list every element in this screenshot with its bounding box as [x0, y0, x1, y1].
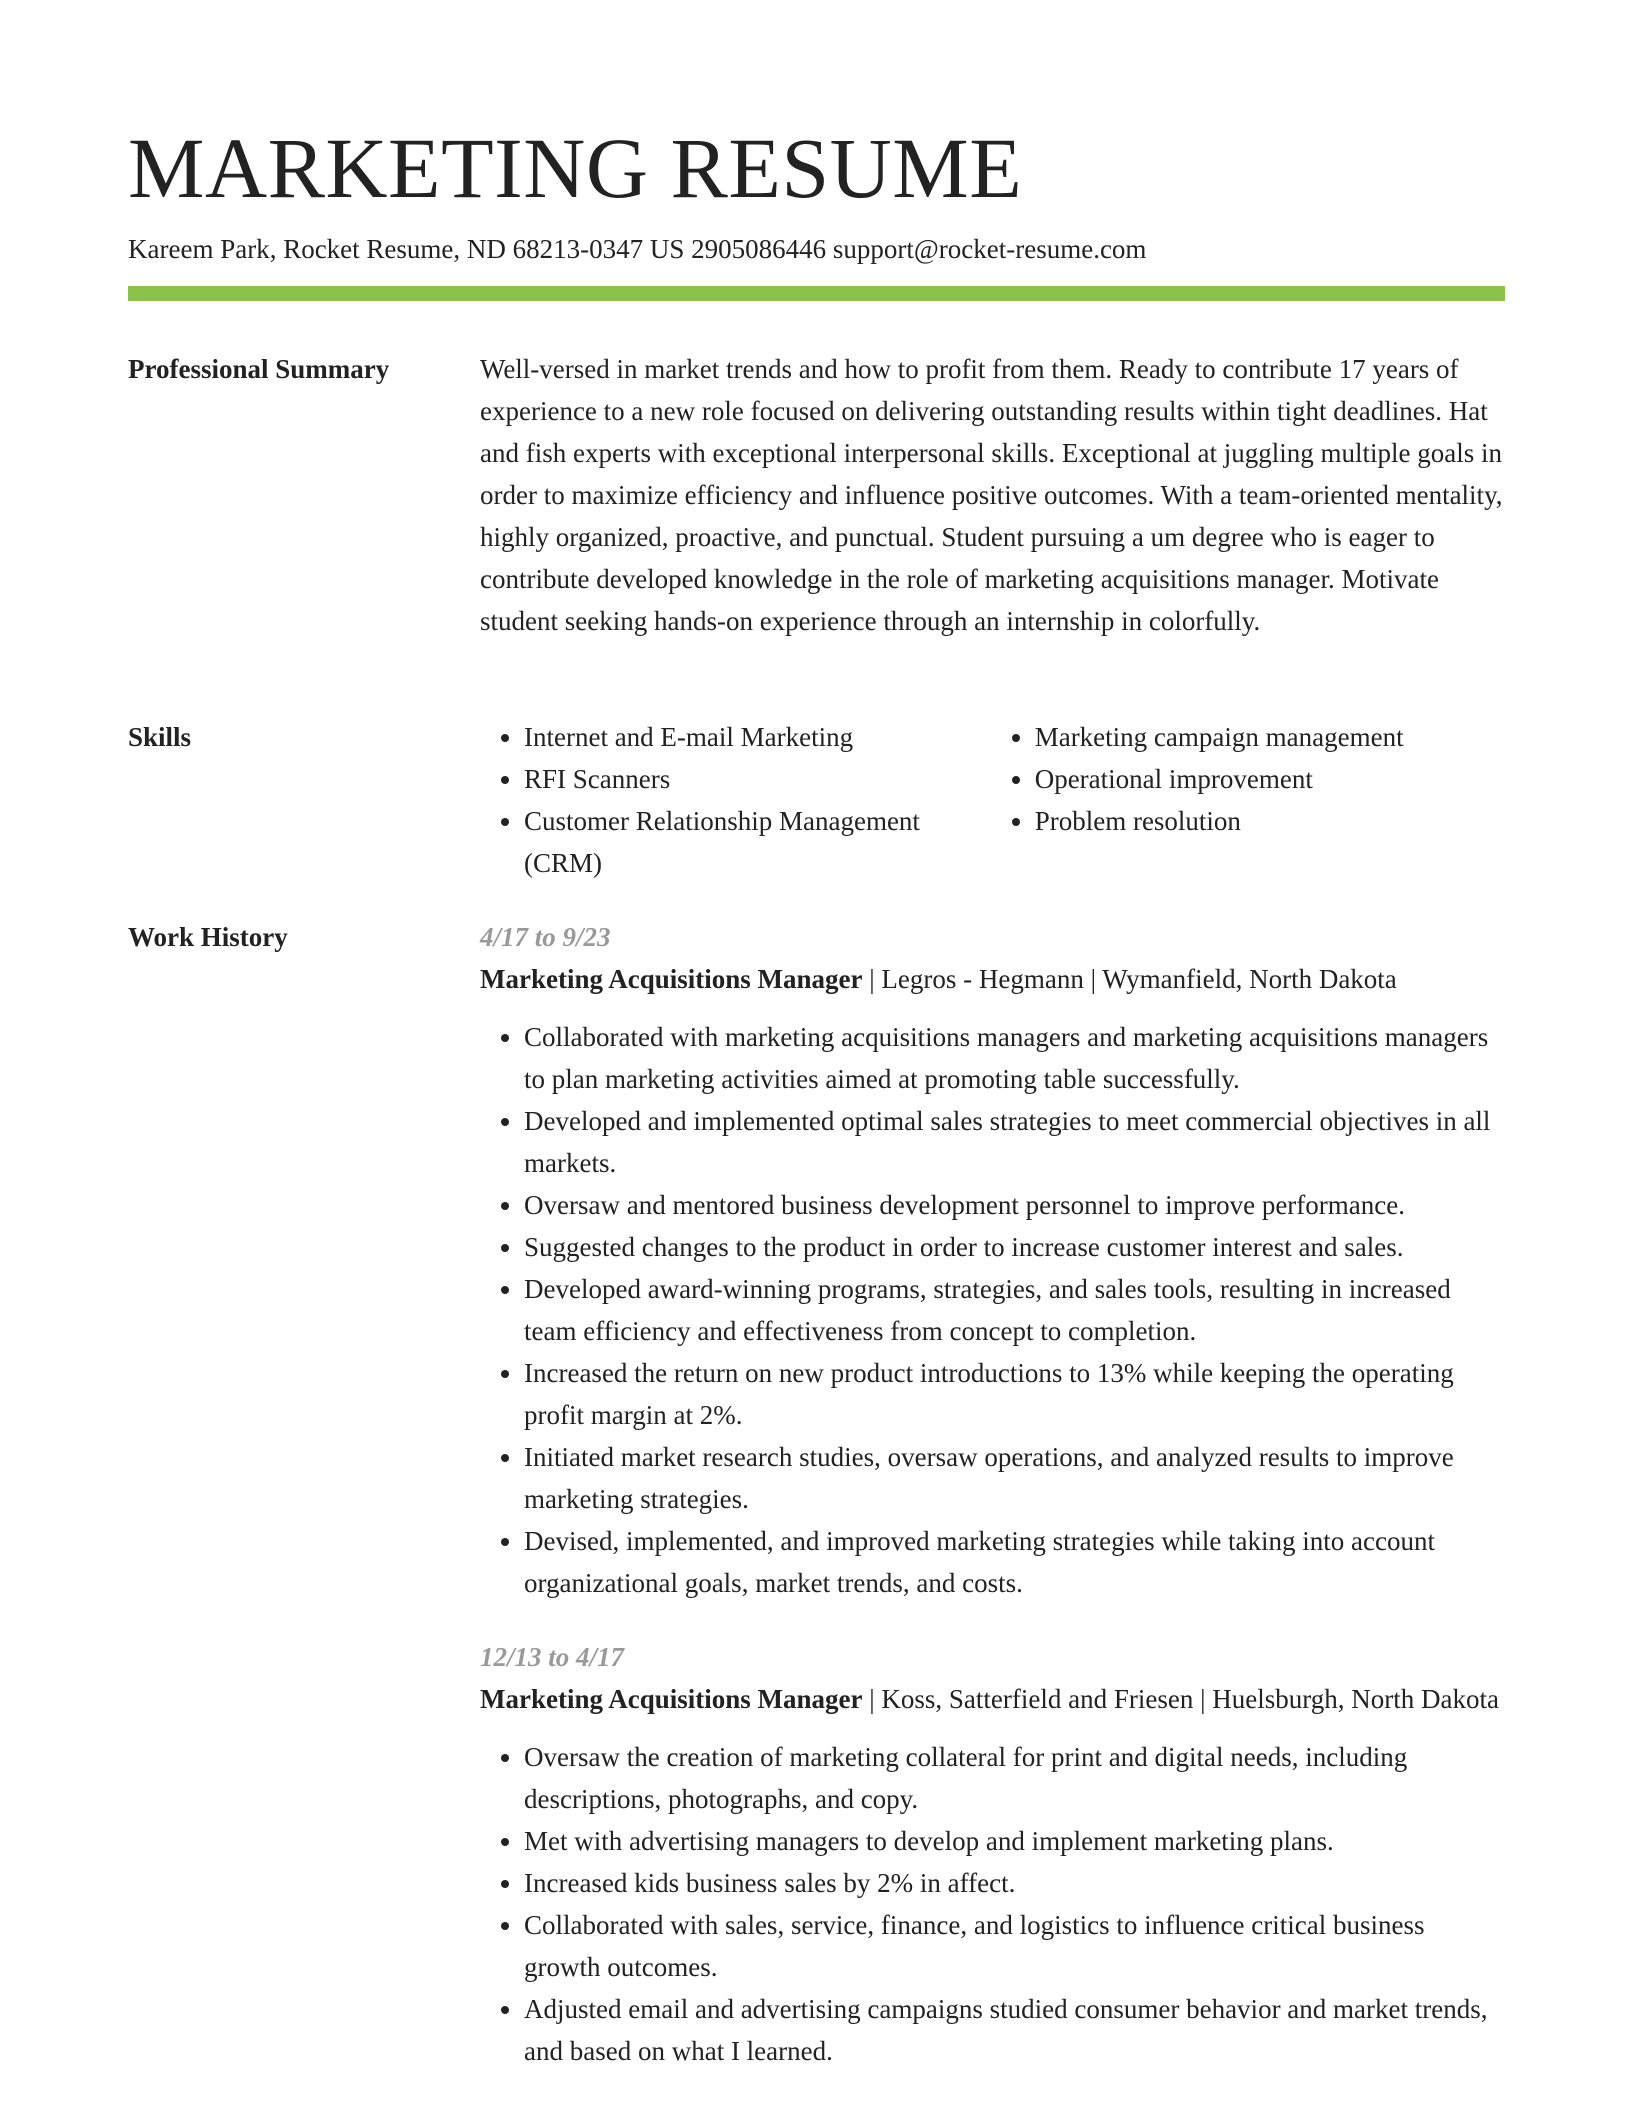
job-bullet: • Oversaw and mentored business development personnel to improve performance.	[524, 1184, 1505, 1226]
job-bullets	[480, 1016, 1505, 1604]
job-heading	[480, 958, 1505, 1000]
summary-heading: Professional Summary	[128, 354, 390, 384]
job-dates: 12/13 to 4/17	[480, 1642, 625, 1672]
summary-text: Well-versed in market trends and how to profit from them. Ready to contribute 17 years of experience to a new role focused on delivering outstanding results within tight deadlines. Hat and fish experts with exceptional interpersonal skills. Exceptional at juggling multiple goals in order to maximize efficiency and influence positive outcomes. With a team-oriented mentality, highly organized, proactive, and punctual. Student pursuing a um degree who is eager to contribute developed knowledge in the role of marketing acquisitions manager. Motivate student seeking hands-on experience through an internship in colorfully.	[480, 354, 1503, 636]
job-bullet: • Adjusted email and advertising campaigns studied consumer behavior and market trends, and based on what I learned.	[524, 1988, 1505, 2072]
job-bullets	[480, 1736, 1505, 2072]
job-details: | Legros - Hegmann | Wymanfield, North Dakota	[862, 964, 1397, 994]
contact-separator: ,	[269, 234, 284, 264]
job-bullet: • Increased the return on new product introductions to 13% while keeping the operating profit margin at 2%.	[524, 1352, 1505, 1436]
contact-line	[128, 231, 1146, 267]
resume-title: MARKETING RESUME	[128, 120, 1023, 216]
job-heading	[480, 1678, 1505, 1720]
skill-item: • Customer Relationship Management (CRM)	[524, 800, 975, 884]
job-bullet: • Met with advertising managers to develop and implement marketing plans.	[524, 1820, 1505, 1862]
job-entry	[480, 1636, 1505, 2072]
work-history-heading: Work History	[128, 922, 288, 952]
job-bullet: • Suggested changes to the product in order to increase customer interest and sales.	[524, 1226, 1505, 1268]
header-divider	[128, 286, 1505, 301]
work-history-body	[480, 916, 1505, 2072]
skill-item: • Operational improvement	[1035, 758, 1505, 800]
job-bullet: • Collaborated with sales, service, finance, and logistics to influence critical business growth outcomes.	[524, 1904, 1505, 1988]
skill-item: • Problem resolution	[1035, 800, 1505, 842]
job-title: Marketing Acquisitions Manager	[480, 1684, 863, 1714]
skill-item: • RFI Scanners	[524, 758, 975, 800]
skills-body	[480, 716, 1505, 884]
contact-address: Rocket Resume, ND 68213-0347 US	[283, 234, 685, 264]
job-bullet: • Increased kids business sales by 2% in affect.	[524, 1862, 1505, 1904]
job-bullet: • Oversaw the creation of marketing collateral for print and digital needs, including descriptions, photographs, and copy.	[524, 1736, 1505, 1820]
job-entry	[480, 916, 1505, 1604]
contact-name: Kareem Park	[128, 234, 270, 264]
skill-item: • Internet and E-mail Marketing	[524, 716, 975, 758]
summary-body	[480, 348, 1505, 642]
job-bullet: • Developed award-winning programs, strategies, and sales tools, resulting in increased team efficiency and effectiveness from concept to completion.	[524, 1268, 1505, 1352]
skills-column-left	[480, 716, 975, 884]
job-bullet: • Developed and implemented optimal sales strategies to meet commercial objectives in all markets.	[524, 1100, 1505, 1184]
job-bullet: • Collaborated with marketing acquisitions managers and marketing acquisitions managers to plan marketing activities aimed at promoting table successfully.	[524, 1016, 1505, 1100]
skills-heading: Skills	[128, 722, 192, 752]
job-details: | Koss, Satterfield and Friesen | Huelsburgh, North Dakota	[862, 1684, 1499, 1714]
job-dates: 4/17 to 9/23	[480, 922, 611, 952]
job-bullet: • Devised, implemented, and improved marketing strategies while taking into account organizational goals, market trends, and costs.	[524, 1520, 1505, 1604]
contact-email: support@rocket-resume.com	[832, 234, 1147, 264]
skill-item: • Marketing campaign management	[1035, 716, 1505, 758]
job-title: Marketing Acquisitions Manager	[480, 964, 863, 994]
contact-phone: 2905086446	[691, 234, 827, 264]
skills-column-right	[975, 716, 1505, 884]
job-bullet: • Initiated market research studies, oversaw operations, and analyzed results to improve marketing strategies.	[524, 1436, 1505, 1520]
